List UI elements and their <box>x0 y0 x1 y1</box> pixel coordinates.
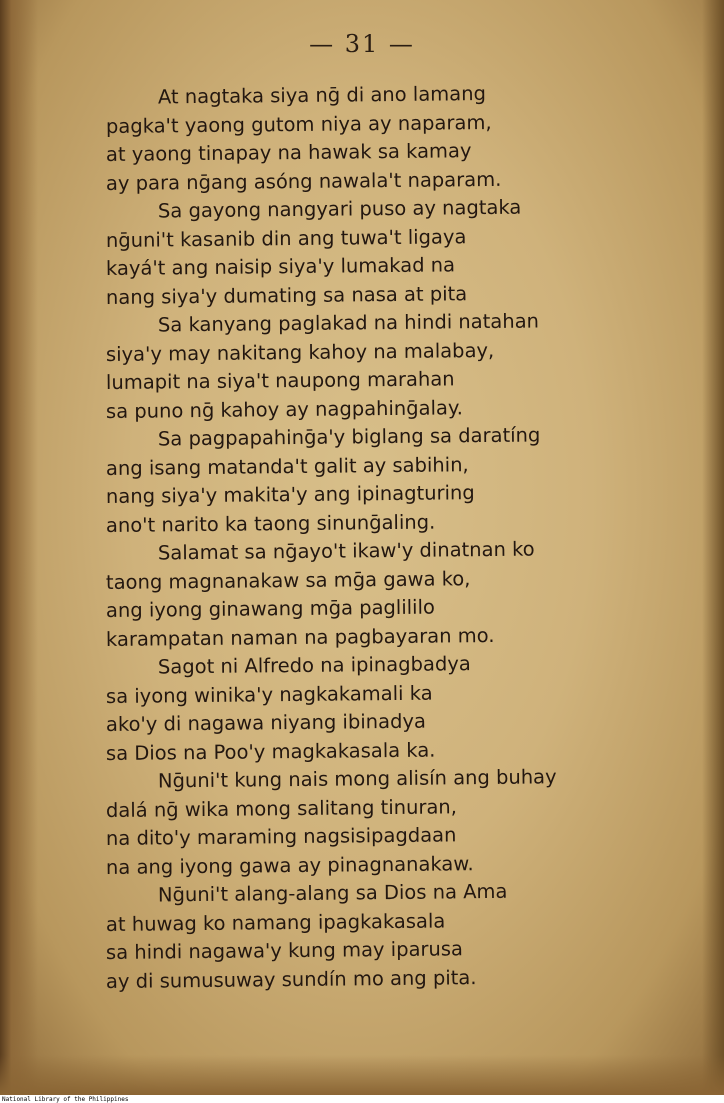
page-edge-shadow-bottom <box>0 1055 724 1095</box>
poem-line: Sa gayong nangyari puso ay nagtaka <box>157 195 522 223</box>
poem-line: na dito'y maraming nagsisipagdaan <box>105 823 457 850</box>
poem-line: at huwag ko namang ipagkakasala <box>105 908 446 936</box>
poem-line: nang siya'y makita'y ang ipinagturing <box>105 481 475 508</box>
poem-line: ang iyong ginawang mḡa paglililo <box>105 595 436 622</box>
page-number: — 31 — <box>309 30 415 58</box>
poem-line: nang siya'y dumating sa nasa at pita <box>105 281 468 309</box>
stanza <box>105 537 666 654</box>
poem-line: lumapit na siya't naupong marahan <box>105 367 455 394</box>
stanza <box>106 654 666 768</box>
stanza <box>105 423 666 540</box>
poem-line: ay para nḡang asóng nawala't naparam. <box>105 167 502 195</box>
poem-line: sa Dios na Poo'y magkakasala ka. <box>105 738 436 765</box>
poem-line: pagka't yaong gutom niya ay naparam, <box>105 110 492 138</box>
stanza <box>106 84 666 198</box>
stanza <box>105 195 666 312</box>
poem-line: ano't narito ka taong sinunḡaling. <box>105 510 436 537</box>
poem-line: kayá't ang naisip siya'y lumakad na <box>105 253 456 280</box>
library-credit: National Library of the Philippines <box>2 1096 129 1103</box>
poem-line: sa hindi nagawa'y kung may iparusa <box>105 937 464 964</box>
page-edge-shadow-right <box>702 0 724 1095</box>
poem-line: At nagtaka siya nḡ di ano lamang <box>157 82 486 109</box>
poem-line: ako'y di nagawa niyang ibinadya <box>105 709 427 736</box>
poem-line: ang isang matanda't galit ay sabihin, <box>105 452 469 480</box>
poem-line: Nḡuni't kung nais mong alisín ang buhay <box>157 765 557 793</box>
poem-line: Salamat sa nḡayo't ikaw'y dinatnan ko <box>157 537 535 565</box>
poem-line: dalá nḡ wika mong salitang tinuran, <box>105 794 458 822</box>
poem-line: karampatan naman na pagbayaran mo. <box>105 623 495 651</box>
poem-line: Sagot ni Alfredo na ipinagbadya <box>157 652 471 679</box>
poem-line: Sa pagpapahinḡa'y biglang sa daratíng <box>157 423 541 451</box>
poem-line: ay di sumusuway sundín mo ang pita. <box>105 965 477 993</box>
page-edge-shadow-left <box>0 0 38 1095</box>
poem-line: na ang iyong gawa ay pinagnanakaw. <box>105 851 474 879</box>
poem-body <box>106 84 666 996</box>
poem-line: sa puno nḡ kahoy ay nagpahinḡalay. <box>105 395 463 423</box>
stanza <box>105 765 666 882</box>
poem-line: taong magnanakaw sa mḡa gawa ko, <box>105 566 471 594</box>
poem-line: siya'y may nakitang kahoy na malabay, <box>105 338 495 366</box>
poem-line: Sa kanyang paglakad na hindi natahan <box>157 309 540 337</box>
stanza <box>105 879 666 996</box>
poem-line: at yaong tinapay na hawak sa kamay <box>105 139 472 166</box>
poem-line: nḡuni't kasanib din ang tuwa't ligaya <box>105 224 467 252</box>
stanza <box>105 309 666 426</box>
poem-line: sa iyong winika'y nagkakamali ka <box>105 681 433 708</box>
poem-line: Nḡuni't alang-alang sa Dios na Ama <box>157 879 508 907</box>
